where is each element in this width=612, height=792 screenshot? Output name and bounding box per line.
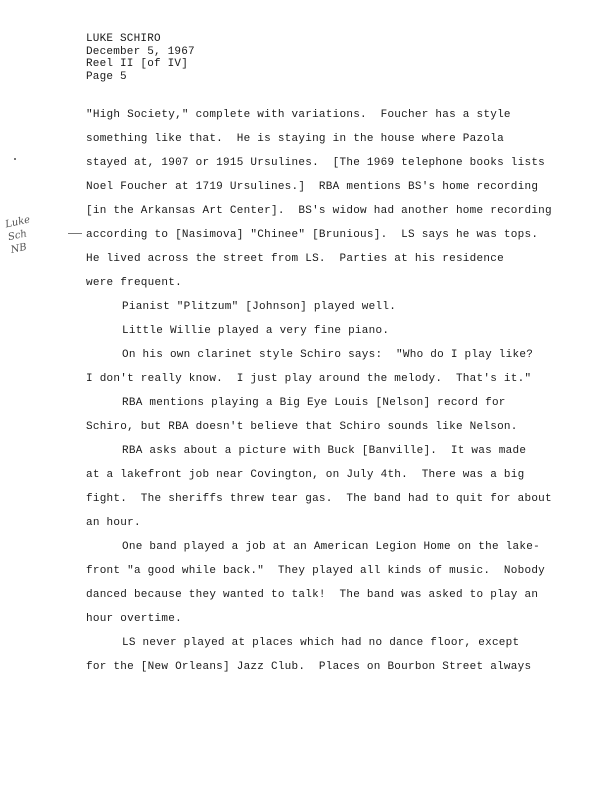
transcript-line: Schiro, but RBA doesn't believe that Schiro sounds like Nelson.	[86, 421, 518, 433]
reel-number: Reel II [of IV]	[86, 58, 189, 70]
transcript-line: stayed at, 1907 or 1915 Ursulines. [The 1969 telephone books lists	[86, 157, 546, 169]
transcript-line: He lived across the street from LS. Parties at his residence	[86, 253, 504, 265]
transcript-line: hour overtime.	[86, 613, 182, 625]
transcript-line: One band played a job at an American Legion Home on the lake-	[122, 541, 540, 553]
transcript-line: RBA mentions playing a Big Eye Louis [Nelson] record for	[122, 397, 506, 409]
transcript-line: RBA asks about a picture with Buck [Banville]. It was made	[122, 445, 527, 457]
transcript-line: for the [New Orleans] Jazz Club. Places on Bourbon Street always	[86, 661, 532, 673]
transcript-line: were frequent.	[86, 277, 182, 289]
transcript-line: Pianist "Plitzum" [Johnson] played well.	[122, 301, 397, 313]
transcript-line: fight. The sheriffs threw tear gas. The band had to quit for about	[86, 493, 552, 505]
transcript-line: On his own clarinet style Schiro says: "Who do I play like?	[122, 349, 534, 361]
handwritten-margin-note: Luke Sch NB	[4, 214, 32, 256]
transcript-line: according to [Nasimova] "Chinee" [Brunious]. LS says he was tops.	[86, 229, 539, 241]
transcript-line: "High Society," complete with variations. Foucher has a style	[86, 109, 511, 121]
transcript-line: Little Willie played a very fine piano.	[122, 325, 390, 337]
transcript-line: Noel Foucher at 1719 Ursulines.] RBA mentions BS's home recording	[86, 181, 539, 193]
transcript-line: LS never played at places which had no dance floor, except	[122, 637, 520, 649]
transcript-line: something like that. He is staying in the house where Pazola	[86, 133, 504, 145]
transcript-line: [in the Arkansas Art Center]. BS's widow had another home recording	[86, 205, 552, 217]
page-number: Page 5	[86, 70, 127, 83]
interviewee-name: LUKE SCHIRO	[86, 33, 161, 45]
transcript-line: I don't really know. I just play around the melody. That's it."	[86, 373, 532, 385]
transcript-line: front "a good while back." They played all kinds of music. Nobody	[86, 565, 546, 577]
transcript-line: danced because they wanted to talk! The band was asked to play an	[86, 589, 539, 601]
transcript-line: an hour.	[86, 517, 141, 529]
interview-date: December 5, 1967	[86, 45, 195, 58]
transcript-line: at a lakefront job near Covington, on July 4th. There was a big	[86, 469, 525, 481]
